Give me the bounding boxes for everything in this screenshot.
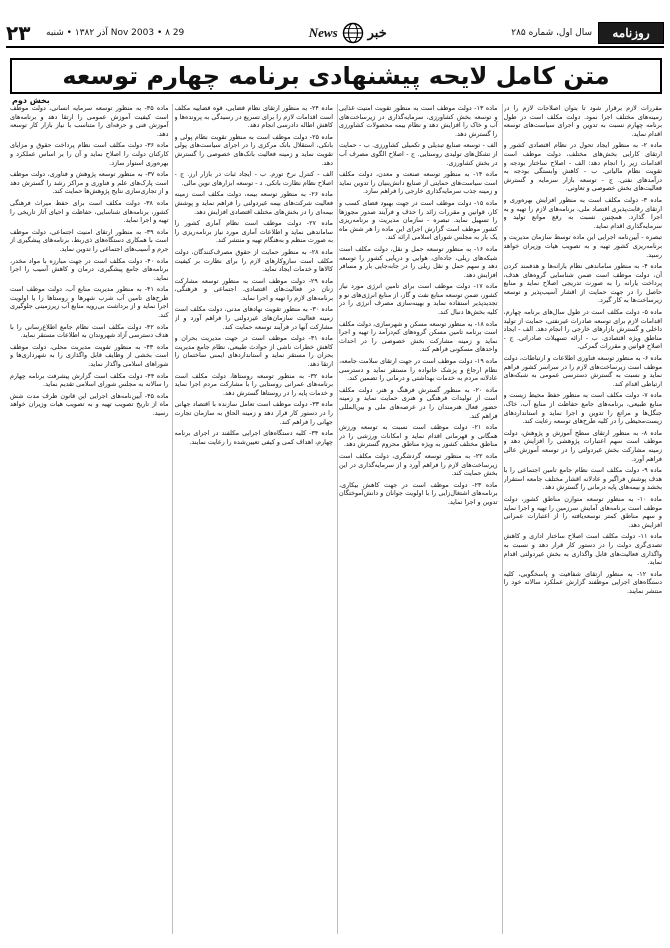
article-paragraph: ماده ۸- به منظور ارتقای سطح آموزش و پژوهش، دولت موظف است سهم اعتبارات پژوهشی را افزایش دهد و زمینه مشارکت بخش غیردولتی را در توسعه آموزش عالی فراهم آورد. xyxy=(503,428,662,463)
article-paragraph: ماده ۱۵- دولت موظف است در جهت بهبود فضای کسب و کار، قوانین و مقررات زائد را حذف و فرآیند صدور مجوزها را تسهیل نماید. تبصره - سازمان مدیریت و برنامه‌ریزی کشور موظف است گزارش اجرای این ماده را هر شش ماه یک بار به مجلس شورای اسلامی ارائه کند. xyxy=(339,198,498,242)
header-rule xyxy=(6,46,664,48)
article-paragraph: ماده ۱۶- به منظور توسعه حمل و نقل، دولت مکلف است شبکه‌های ریلی، جاده‌ای، هوایی و دریایی کشور را توسعه دهد و سهم حمل و نقل ریلی را در جابه‌جایی بار و مسافر افزایش دهد. xyxy=(339,244,498,279)
article-paragraph: ماده ۵- دولت مکلف است در طول سال‌های برنامه چهارم، اقدامات لازم برای توسعه صادرات غیرنفتی، حمایت از تولید داخلی و گسترش بازارهای خارجی را انجام دهد. الف - ایجاد مناطق ویژه اقتصادی. ب - ارائه تسهیلات صادراتی. ج - اصلاح قوانین و مقررات گمرکی. xyxy=(503,308,662,351)
column-divider xyxy=(172,104,173,934)
article-paragraph: ماده ۱۰- به منظور توسعه متوازن مناطق کشور، دولت موظف است برنامه‌های آمایش سرزمین را تهیه و اجرا نماید و سهم مناطق کمتر توسعه‌یافته را از اعتبارات عمرانی افزایش دهد. xyxy=(503,494,662,529)
article-paragraph: ماده ۶- به منظور توسعه فناوری اطلاعات و ارتباطات، دولت موظف است زیرساخت‌های لازم را در سراسر کشور فراهم نماید و نسبت به گسترش دسترسی عمومی به شبکه‌های ارتباطی اقدام کند. xyxy=(503,354,662,388)
article-paragraph: ماده ۲۳- دولت موظف است در جهت کاهش بیکاری، برنامه‌های اشتغال‌زایی را با اولویت جوانان و دانش‌آموختگان تدوین و اجرا نماید. xyxy=(339,480,498,506)
date-line: 29 Nov 2003 • ۸ آذر ۱۳۸۲ • شنبه xyxy=(46,28,185,38)
article-paragraph: ماده ۳۸- دولت مکلف است برای حفظ میراث فرهنگی کشور، برنامه‌های شناسایی، حفاظت و احیای آثار تاریخی را تهیه و اجرا نماید. xyxy=(10,198,169,225)
article-paragraph: ماده ۱۳- دولت موظف است به منظور تقویت امنیت غذایی و توسعه بخش کشاورزی، سرمایه‌گذاری در زیرساخت‌های آب و خاک را افزایش دهد و نظام بیمه محصولات کشاورزی را گسترش دهد. xyxy=(339,104,498,138)
article-paragraph: ماده ۲۴- به منظور ارتقای نظام قضایی، قوه قضاییه مکلف است اقدامات لازم را برای تسریع در رسیدگی به پرونده‌ها و کاهش اطاله دادرسی انجام دهد. xyxy=(174,104,333,130)
article-paragraph: ماده ۳۷- به منظور توسعه پژوهش و فناوری، دولت موظف است پارک‌های علم و فناوری و مراکز رشد را گسترش دهد و از تجاری‌سازی نتایج پژوهش‌ها حمایت کند. xyxy=(10,170,169,196)
article-paragraph: ماده ۱۱- دولت مکلف است اصلاح ساختار اداری و کاهش تصدی‌گری دولت را در دستور کار قرار دهد و نسبت به واگذاری فعالیت‌های قابل واگذاری به بخش غیردولتی اقدام نماید. xyxy=(503,532,662,567)
article-paragraph: ماده ۱۷- دولت موظف است برای تامین انرژی مورد نیاز کشور، ضمن توسعه منابع نفت و گاز، از منابع انرژی‌های نو و تجدیدپذیر استفاده نماید و بهینه‌سازی مصرف انرژی را در کلیه بخش‌ها دنبال کند. xyxy=(339,282,498,317)
article-paragraph: ماده ۱۹- دولت موظف است در جهت ارتقای سلامت جامعه، نظام ارجاع و پزشک خانواده را مستقر نماید و دسترسی عادلانه مردم به خدمات بهداشتی و درمانی را تضمین کند. xyxy=(339,357,498,383)
article-paragraph: ماده ۲۵- دولت موظف است به منظور تقویت نظام پولی و بانکی، استقلال بانک مرکزی را در اجرای سیاست‌های پولی تقویت نماید و زمینه فعالیت بانک‌های خصوصی را گسترش دهد. xyxy=(174,132,333,167)
article-column xyxy=(504,104,663,936)
article-paragraph: ماده ۱۲- به منظور ارتقای شفافیت و پاسخگویی، کلیه دستگاه‌های اجرایی موظفند گزارش عملکرد سالانه خود را منتشر نمایند. xyxy=(503,569,662,595)
article-column xyxy=(339,104,498,936)
article-paragraph: ماده ۴۳- به منظور تقویت مدیریت محلی، دولت موظف است بخشی از وظایف قابل واگذاری را به شهرداری‌ها و شوراهای اسلامی واگذار نماید. xyxy=(10,342,169,369)
column-divider xyxy=(337,104,338,934)
article-paragraph: ماده ۲۲- به منظور توسعه گردشگری، دولت مکلف است زیرساخت‌های لازم را فراهم آورد و از سرمایه‌گذاری در این بخش حمایت کند. xyxy=(339,451,498,478)
article-paragraph: ماده ۴۲- دولت مکلف است نظام جامع اطلاع‌رسانی را با هدف دسترسی آزاد شهروندان به اطلاعات مستقر نماید. xyxy=(10,322,169,340)
article-paragraph: الف - کنترل نرخ تورم. ب - ایجاد ثبات در بازار ارز. ج - اصلاح نظام نظارت بانکی. د - توسعه ابزارهای نوین مالی. xyxy=(174,170,333,187)
article-paragraph: ماده ۱۸- به منظور توسعه مسکن و شهرسازی، دولت مکلف است برنامه تامین مسکن گروه‌های کم‌درآمد را تهیه و اجرا نماید و زمینه مشارکت بخش خصوصی را در احداث واحدهای مسکونی فراهم کند. xyxy=(339,319,498,354)
newspaper-logo: روزنامه xyxy=(598,22,664,44)
section-label-en: News xyxy=(308,25,338,40)
article-paragraph: ماده ۳۰- به منظور تقویت نهادهای مدنی، دولت مکلف است زمینه فعالیت سازمان‌های غیردولتی را فراهم آورد و از مشارکت آنها در فرآیند توسعه حمایت کند. xyxy=(174,305,333,331)
article-paragraph: ماده ۲۰- به منظور گسترش فرهنگ و هنر، دولت مکلف است از تولیدات فرهنگی و هنری حمایت نماید و زمینه حضور فعال هنرمندان را در عرصه‌های ملی و بین‌المللی فراهم کند. xyxy=(339,385,498,420)
article-column xyxy=(10,104,169,936)
article-paragraph: ماده ۳۴- کلیه دستگاه‌های اجرایی مکلفند در اجرای برنامه چهارم، اهداف کمی و کیفی تعیین‌شده را رعایت نمایند. xyxy=(174,429,333,446)
page-header xyxy=(6,22,664,44)
article-paragraph: ماده ۴۴- دولت مکلف است گزارش پیشرفت برنامه چهارم را سالانه به مجلس شورای اسلامی تقدیم نماید. xyxy=(10,371,169,389)
article-paragraph: ماده ۲۶- به منظور توسعه بیمه، دولت مکلف است زمینه فعالیت شرکت‌های بیمه غیردولتی را فراهم نماید و پوشش بیمه‌ای را در بخش‌های مختلف اقتصادی افزایش دهد. xyxy=(174,190,333,216)
article-paragraph: ماده ۲- به منظور ایجاد تحول در نظام اقتصادی کشور و ارتقای کارایی بخش‌های مختلف، دولت موظف است اقدامات زیر را انجام دهد: الف - اصلاح ساختار بودجه و تقویت نظام مالیاتی. ب - کاهش وابستگی بودجه به درآمدهای نفتی. ج - توسعه بازار سرمایه و گسترش فعالیت‌های بخش خصوصی و تعاونی. xyxy=(503,141,662,193)
article-paragraph: ماده ۳- دولت مکلف است به منظور افزایش بهره‌وری و ارتقای رقابت‌پذیری اقتصاد ملی، برنامه‌های لازم را تهیه و به اجرا گذارد. همچنین نسبت به رفع موانع تولید و سرمایه‌گذاری اقدام نماید. xyxy=(503,195,662,230)
headline-box xyxy=(10,58,662,94)
continuation-note: بخش دوم xyxy=(12,96,50,105)
column-divider xyxy=(502,104,503,934)
article-paragraph: ماده ۴۰- دولت مکلف است در جهت مبارزه با مواد مخدر، برنامه‌های جامع پیشگیری، درمان و کاهش آسیب را اجرا نماید. xyxy=(10,256,169,282)
article-paragraph: ماده ۴۱- به منظور مدیریت منابع آب، دولت موظف است طرح‌های تامین آب شرب شهرها و روستاها را با اولویت اجرا نماید و از برداشت بی‌رویه منابع آب زیرزمینی جلوگیری کند. xyxy=(10,285,169,320)
article-paragraph: ماده ۷- دولت مکلف است به منظور حفظ محیط زیست و منابع طبیعی، برنامه‌های جامع حفاظت از منابع آب، خاک، جنگل‌ها و مراتع را تدوین و اجرا نماید و استانداردهای زیست‌محیطی را در کلیه طرح‌های توسعه رعایت کند. xyxy=(503,391,662,426)
article-paragraph: ماده ۲۹- دولت موظف است به منظور توسعه مشارکت زنان در فعالیت‌های اقتصادی، اجتماعی و فرهنگی، برنامه‌های لازم را تهیه و اجرا نماید. xyxy=(174,276,333,302)
section-label-fa: خبر xyxy=(367,25,387,41)
article-paragraph: ماده ۳۶- دولت مکلف است نظام پرداخت حقوق و مزایای کارکنان دولت را اصلاح نماید و آن را بر اساس عملکرد و بهره‌وری استوار سازد. xyxy=(10,141,169,167)
article-body xyxy=(10,104,662,936)
issue-line: سال اول، شماره ۲۸۵ xyxy=(511,28,592,38)
article-paragraph: ماده ۲۸- به منظور حمایت از حقوق مصرف‌کنندگان، دولت مکلف است سازوکارهای لازم را برای نظارت بر کیفیت کالاها و خدمات ایجاد نماید. xyxy=(174,247,333,274)
globe-icon xyxy=(342,22,364,44)
section-label xyxy=(184,22,511,44)
article-paragraph: ماده ۲۷- دولت موظف است نظام آماری کشور را ساماندهی نماید و اطلاعات آماری مورد نیاز برنامه‌ریزی را به صورت منظم و به‌هنگام تهیه و منتشر کند. xyxy=(174,219,333,245)
article-paragraph: ماده ۹- دولت مکلف است نظام جامع تامین اجتماعی را با هدف پوشش فراگیر و عادلانه اقشار مختلف جامعه استقرار بخشد و بیمه‌های پایه درمانی را گسترش دهد. xyxy=(503,466,662,492)
article-paragraph: ماده ۴- به منظور ساماندهی نظام یارانه‌ها و هدفمند کردن آن، دولت موظف است ضمن شناسایی گروه‌های هدف، پرداخت یارانه را به صورت تدریجی اصلاح نماید و منابع حاصل را در جهت حمایت از اقشار آسیب‌پذیر و توسعه زیرساخت‌ها به کار گیرد. xyxy=(503,262,662,305)
article-paragraph: ماده ۳۱- دولت موظف است در جهت مدیریت بحران و کاهش خطرات ناشی از حوادث طبیعی، نظام جامع مدیریت بحران را مستقر نماید و استانداردهای ایمنی ساختمان را ارتقا دهد. xyxy=(174,334,333,369)
article-paragraph: ماده ۳۲- به منظور توسعه روستاها، دولت مکلف است برنامه‌های عمرانی روستایی را با مشارکت مردم اجرا نماید و خدمات پایه را در روستاها گسترش دهد. xyxy=(174,371,333,397)
article-paragraph: ماده ۳۳- دولت موظف است تعامل سازنده با اقتصاد جهانی را در دستور کار قرار دهد و زمینه الحاق به سازمان تجارت جهانی را فراهم کند. xyxy=(174,400,333,426)
article-paragraph: ماده ۳۵- به منظور توسعه سرمایه انسانی، دولت موظف است کیفیت آموزش عمومی را ارتقا دهد و برنامه‌های آموزش فنی و حرفه‌ای را متناسب با نیاز بازار کار توسعه دهد. xyxy=(10,104,169,138)
page-number: ۲۳ xyxy=(6,21,31,45)
article-paragraph: ماده ۱۴- به منظور توسعه صنعت و معدن، دولت مکلف است سیاست‌های حمایتی از صنایع دانش‌بنیان را تدوین نماید و زمینه جذب سرمایه‌گذاری خارجی را فراهم سازد. xyxy=(339,170,498,196)
article-paragraph: ماده ۴۵- آیین‌نامه‌های اجرایی این قانون ظرف مدت شش ماه از تاریخ تصویب تهیه و به تصویب هیات وزیران خواهد رسید. xyxy=(10,391,169,417)
article-paragraph: تبصره - آیین‌نامه اجرایی این ماده توسط سازمان مدیریت و برنامه‌ریزی کشور تهیه و به تصویب هیات وزیران خواهد رسید. xyxy=(503,233,662,259)
article-paragraph: ماده ۳۹- به منظور ارتقای امنیت اجتماعی، دولت موظف است با همکاری دستگاه‌های ذی‌ربط، برنامه‌های پیشگیری از جرم و آسیب‌های اجتماعی را تدوین نماید. xyxy=(10,227,169,253)
article-paragraph: مقررات لازم برقرار شود تا بتوان اصلاحات لازم را در زمینه‌های مختلف اجرا نمود. دولت مکلف است در طول برنامه چهارم نسبت به تدوین و اجرای سیاست‌های توسعه اقدام نماید. xyxy=(503,104,662,138)
article-paragraph: الف - توسعه صنایع تبدیلی و تکمیلی کشاورزی. ب - حمایت از تشکل‌های تولیدی روستایی. ج - اصلاح الگوی مصرف آب در بخش کشاورزی. xyxy=(339,141,498,167)
article-column xyxy=(175,104,334,936)
headline: متن کامل لایحه پیشنهادی برنامه چهارم توسعه xyxy=(62,62,610,90)
article-paragraph: ماده ۲۱- دولت موظف است نسبت به توسعه ورزش همگانی و قهرمانی اقدام نماید و امکانات ورزشی را در مناطق مختلف کشور به ویژه مناطق محروم گسترش دهد. xyxy=(339,423,498,449)
